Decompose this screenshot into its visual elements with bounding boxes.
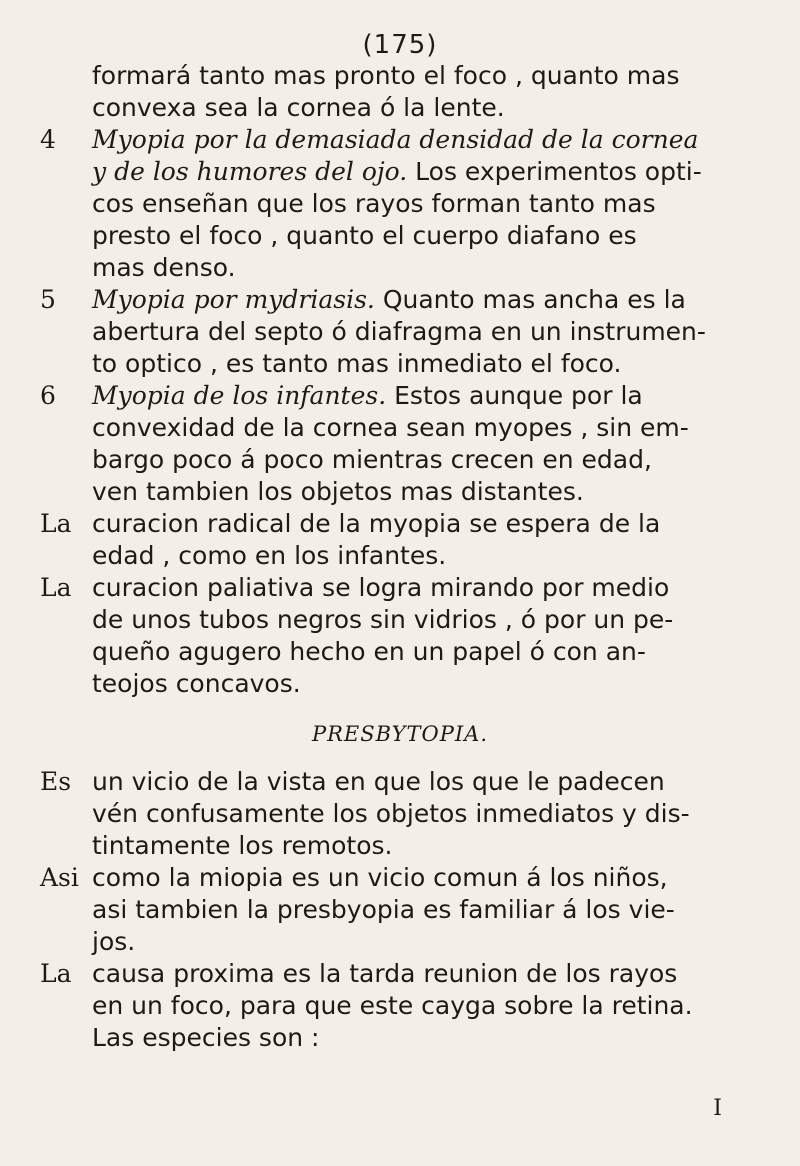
line-text: curacion paliativa se logra mirando por medio [92,573,670,602]
line-text: vén confusamente los objetos inmediatos y dis- [92,799,690,828]
text-line [40,830,775,862]
line-text: un vicio de la vista en que los que le padecen [92,767,665,796]
italic-title: Myopia por mydriasis. [92,285,375,314]
text-line [40,926,775,958]
line-text: queño agugero hecho en un papel ó con an- [92,637,646,666]
line-text: presto el foco , quanto el cuerpo diafano es [92,221,637,250]
text-line [40,1022,775,1054]
italic-title: y de los humores del ojo. [92,157,408,186]
text-line [40,958,775,990]
page-number: (175) [362,30,438,60]
text-line [40,572,775,604]
line-text: to optico , es tanto mas inmediato el foco. [92,349,622,378]
text-block-myopia [40,60,775,700]
text-line [40,476,775,508]
line-text: cos enseñan que los rayos forman tanto mas [92,189,656,218]
text-line [40,124,775,156]
italic-title: Myopia por la demasiada densidad de la cornea [92,125,699,154]
italic-title: Myopia de los infantes. [92,381,387,410]
line-text: causa proxima es la tarda reunion de los rayos [92,959,678,988]
paragraph-marker: La [40,573,72,602]
text-line [40,284,775,316]
text-line [40,220,775,252]
line-text: convexa sea la cornea ó la lente. [92,93,505,122]
line-text: en un foco, para que este cayga sobre la retina. [92,991,693,1020]
paragraph-marker: La [40,509,72,538]
text-line [40,766,775,798]
text-block-presbytopia [40,766,775,1054]
text-line [40,444,775,476]
signature-mark: I [713,1096,722,1121]
line-text: Las especies son : [92,1023,320,1052]
text-line [40,604,775,636]
line-text: edad , como en los infantes. [92,541,447,570]
paragraph-marker: La [40,959,72,988]
text-line [40,636,775,668]
line-text: de unos tubos negros sin vidrios , ó por un pe- [92,605,674,634]
text-line [40,316,775,348]
text-line [40,188,775,220]
line-text: tintamente los remotos. [92,831,393,860]
section-heading: PRESBYTOPIA. [311,722,489,746]
paragraph-marker: 5 [40,285,56,314]
line-text: asi tambien la presbyopia es familiar á los vie- [92,895,675,924]
line-text: formará tanto mas pronto el foco , quanto mas [92,61,680,90]
line-text: teojos concavos. [92,669,301,698]
line-text: bargo poco á poco mientras crecen en edad, [92,445,652,474]
text-line [40,508,775,540]
text-line [40,60,775,92]
text-line [40,990,775,1022]
paragraph-marker: 6 [40,381,56,410]
line-text: abertura del septo ó diafragma en un instrumen- [92,317,706,346]
line-text: Los experimentos opti- [407,157,702,186]
line-text: Quanto mas ancha es la [374,285,686,314]
line-text: como la miopia es un vicio comun á los niños, [92,863,668,892]
text-line [40,252,775,284]
text-line [40,894,775,926]
text-line [40,862,775,894]
line-text: mas denso. [92,253,236,282]
paragraph-marker: Es [40,767,72,796]
paragraph-marker: Asi [40,863,79,892]
line-text: Estos aunque por la [386,381,643,410]
line-text: convexidad de la cornea sean myopes , sin em- [92,413,689,442]
text-line [40,798,775,830]
paragraph-marker: 4 [40,125,56,154]
text-line [40,348,775,380]
text-line [40,412,775,444]
text-line [40,380,775,412]
text-line [40,540,775,572]
line-text: ven tambien los objetos mas distantes. [92,477,584,506]
text-line [40,668,775,700]
text-line [40,92,775,124]
text-line [40,156,775,188]
line-text: curacion radical de la myopia se espera de la [92,509,661,538]
line-text: jos. [92,927,136,956]
